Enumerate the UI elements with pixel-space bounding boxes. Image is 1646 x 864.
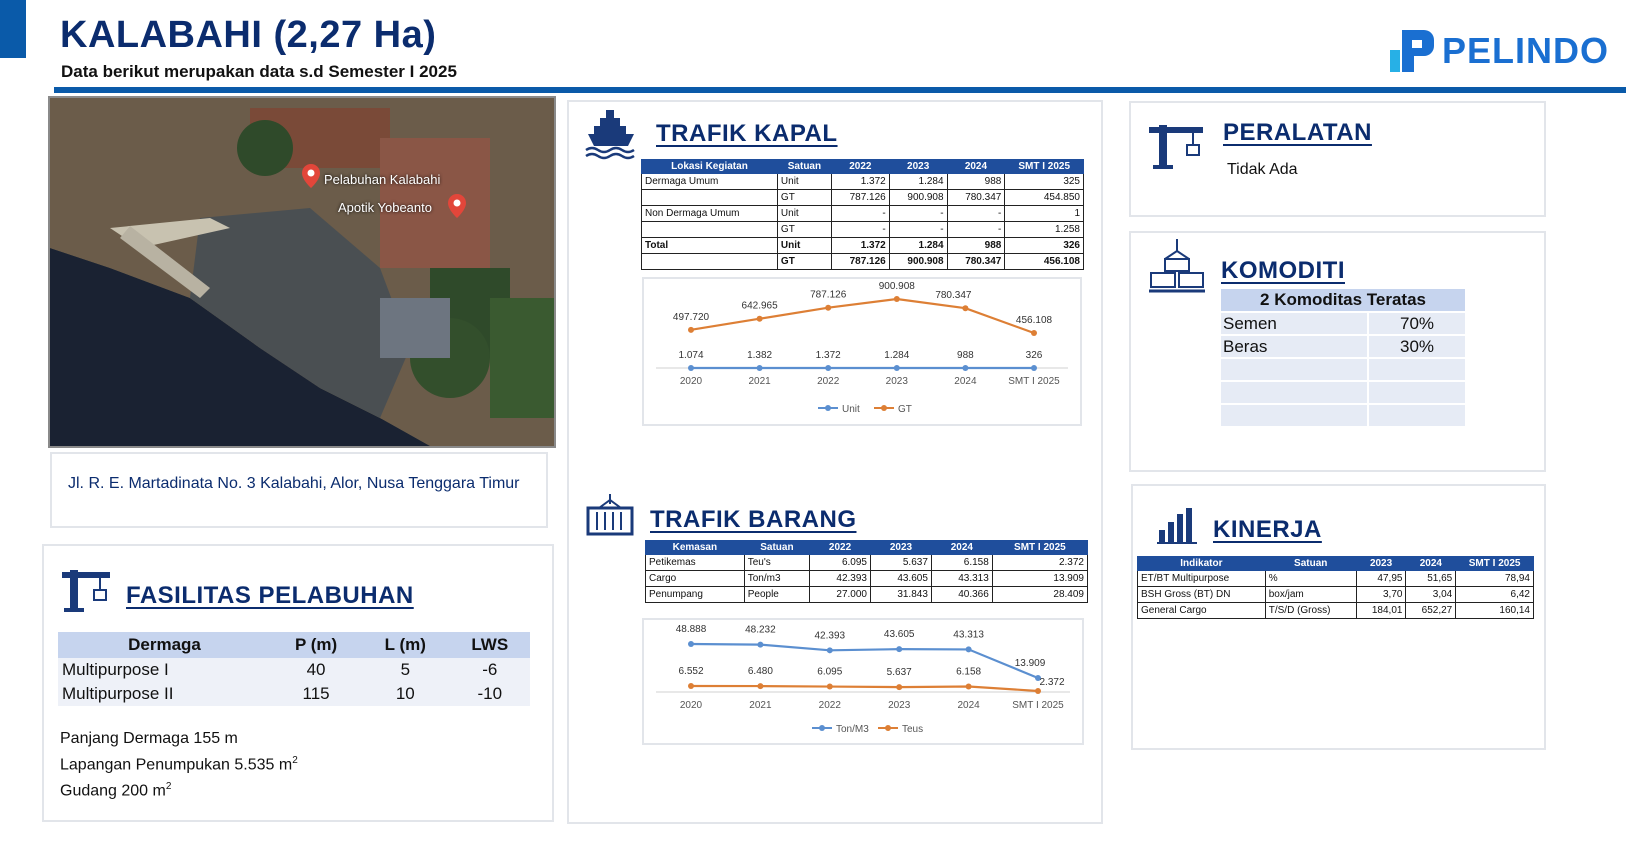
data-label: 988 — [957, 350, 974, 361]
table-row — [1221, 382, 1465, 403]
komoditi-header: 2 Komoditas Teratas — [1221, 289, 1465, 311]
legend-marker — [885, 725, 891, 731]
data-point — [827, 684, 833, 690]
trafik_barang-header: Satuan — [744, 541, 809, 555]
trafik-barang-table — [645, 540, 1088, 603]
legend-label: Unit — [842, 404, 860, 415]
trafik_barang-header: 2024 — [931, 541, 992, 555]
address-text: Jl. R. E. Martadinata No. 3 Kalabahi, Alor, Nusa Tenggara Timur — [68, 475, 520, 492]
trafik_barang-cell: 2.372 — [992, 555, 1087, 571]
table-row — [1138, 587, 1534, 603]
kinerja-cell: 652,27 — [1406, 603, 1456, 619]
table-row — [642, 222, 1084, 238]
trafik_kapal-header: Lokasi Kegiatan — [642, 160, 778, 174]
data-point — [827, 647, 833, 653]
port-map[interactable] — [48, 96, 556, 448]
trafik_kapal-cell: GT — [777, 254, 831, 270]
data-label: 6.480 — [747, 666, 773, 678]
trafik_kapal-cell — [642, 190, 778, 206]
trafik_barang-cell: 6.095 — [810, 555, 871, 571]
trafik_kapal-cell: 1 — [1005, 206, 1084, 222]
bar-chart-icon — [1157, 508, 1197, 544]
trafik_barang-cell: Cargo — [646, 571, 745, 587]
fasilitas-cell: -10 — [450, 682, 531, 706]
kinerja-header: Satuan — [1265, 557, 1356, 571]
header-accent-bar — [0, 0, 26, 58]
map-label-port: Pelabuhan Kalabahi — [324, 172, 441, 187]
kinerja-cell: BSH Gross (BT) DN — [1138, 587, 1266, 603]
kinerja-table — [1137, 556, 1534, 619]
legend-marker — [825, 405, 831, 411]
kinerja-cell: 3,04 — [1406, 587, 1456, 603]
kinerja-cell: 78,94 — [1456, 571, 1534, 587]
trafik_kapal-cell: 787.126 — [831, 254, 889, 270]
data-point — [896, 684, 902, 690]
data-label: 43.313 — [953, 629, 984, 641]
fasilitas-header: P (m) — [271, 632, 361, 658]
trafik_barang-cell: 27.000 — [810, 587, 871, 603]
gudang: Gudang 200 $m^2$ — [60, 781, 172, 800]
peralatan-value: Tidak Ada — [1227, 161, 1298, 178]
table-row — [642, 190, 1084, 206]
fasilitas-cell: Multipurpose II — [58, 682, 271, 706]
trafik_kapal-cell: 1.284 — [889, 174, 947, 190]
trafik_kapal-cell: - — [889, 206, 947, 222]
kinerja-cell: 6,42 — [1456, 587, 1534, 603]
data-label: 43.605 — [883, 629, 915, 641]
address-panel — [50, 452, 548, 528]
trafik_kapal-cell: 787.126 — [831, 190, 889, 206]
fasilitas-notes — [60, 728, 298, 803]
table-row — [646, 571, 1088, 587]
trafik_kapal-cell: - — [947, 222, 1005, 238]
trafik-kapal-chart — [642, 277, 1082, 426]
table-row — [642, 238, 1084, 254]
trafik-barang-title: TRAFIK BARANG — [650, 506, 857, 533]
header-rule — [54, 87, 1626, 93]
komoditi-cell — [1221, 382, 1367, 403]
fasilitas-cell: 10 — [361, 682, 449, 706]
table-row — [1138, 603, 1534, 619]
trafik_kapal-header: SMT I 2025 — [1005, 160, 1084, 174]
kinerja-cell: T/S/D (Gross) — [1265, 603, 1356, 619]
komoditi-cell — [1369, 359, 1465, 380]
kinerja-header: 2024 — [1406, 557, 1456, 571]
fasilitas-header: LWS — [450, 632, 531, 658]
kinerja-cell: 184,01 — [1356, 603, 1406, 619]
legend-label: Ton/M3 — [836, 724, 869, 735]
trafik_barang-cell: Penumpang — [646, 587, 745, 603]
data-point — [688, 327, 694, 333]
data-point — [757, 642, 763, 648]
fasilitas-header: L (m) — [361, 632, 449, 658]
x-tick-label: 2020 — [679, 376, 703, 387]
table-row — [1221, 313, 1465, 334]
trafik_kapal-cell: 1.284 — [889, 238, 947, 254]
data-point — [966, 646, 972, 652]
series-line-teus — [691, 686, 1038, 691]
trafik_kapal-cell: - — [947, 206, 1005, 222]
data-label: 1.372 — [815, 350, 841, 361]
trafik_barang-cell: 13.909 — [992, 571, 1087, 587]
trafik_kapal-cell: 900.908 — [889, 254, 947, 270]
page-subtitle: Data berikut merupakan data s.d Semester I 2025 — [61, 62, 457, 81]
trafik-kapal-chart-svg — [644, 279, 1080, 424]
legend-label: GT — [898, 404, 912, 415]
trafik_barang-cell: People — [744, 587, 809, 603]
table-row — [642, 206, 1084, 222]
legend-label: Teus — [902, 724, 924, 735]
trafik_kapal-cell: Non Dermaga Umum — [642, 206, 778, 222]
peralatan-panel — [1129, 101, 1546, 217]
kinerja-panel — [1131, 484, 1546, 750]
kinerja-header: Indikator — [1138, 557, 1266, 571]
data-label: 6.158 — [956, 666, 982, 678]
data-label: 1.074 — [678, 350, 704, 361]
data-point — [966, 683, 972, 689]
trafik_kapal-header: 2022 — [831, 160, 889, 174]
trafik_kapal-cell: Dermaga Umum — [642, 174, 778, 190]
cargo-crate-icon — [1149, 239, 1205, 295]
data-label: 456.108 — [1015, 315, 1053, 326]
data-label: 2.372 — [1039, 677, 1065, 688]
komoditi-table — [1219, 287, 1467, 428]
trafik_kapal-cell — [642, 254, 778, 270]
x-tick-label: 2020 — [679, 700, 703, 711]
x-tick-label: 2022 — [818, 700, 841, 711]
trafik_barang-cell: 31.843 — [871, 587, 932, 603]
kinerja-cell: ET/BT Multipurpose — [1138, 571, 1266, 587]
trafik_barang-cell: 28.409 — [992, 587, 1087, 603]
trafik_kapal-cell: 325 — [1005, 174, 1084, 190]
trafik_kapal-cell: 1.258 — [1005, 222, 1084, 238]
data-label: 13.909 — [1014, 658, 1046, 669]
trafik_barang-cell: 40.366 — [931, 587, 992, 603]
fasilitas-panel — [42, 544, 554, 822]
fasilitas-cell: Multipurpose I — [58, 658, 271, 682]
table-row — [642, 174, 1084, 190]
x-tick-label: SMT I 2025 — [1012, 700, 1064, 711]
kinerja-cell: box/jam — [1265, 587, 1356, 603]
kinerja-header: SMT I 2025 — [1456, 557, 1534, 571]
data-label: 6.095 — [817, 666, 843, 678]
data-point — [757, 683, 763, 689]
trafik_kapal-cell: Unit — [777, 238, 831, 254]
page-title: KALABAHI (2,27 Ha) — [60, 14, 437, 56]
table-row — [1221, 336, 1465, 357]
data-label: 1.284 — [884, 350, 910, 361]
trafik_kapal-header: 2023 — [889, 160, 947, 174]
table-row — [646, 555, 1088, 571]
trafik_barang-cell: 5.637 — [871, 555, 932, 571]
data-label: 42.393 — [814, 630, 846, 642]
table-row — [58, 658, 530, 682]
kinerja-cell: 47,95 — [1356, 571, 1406, 587]
table-row — [646, 587, 1088, 603]
pelindo-logo — [1388, 28, 1609, 74]
trafik_barang-cell: 6.158 — [931, 555, 992, 571]
fasilitas-cell: 5 — [361, 658, 449, 682]
data-point — [757, 316, 763, 322]
trafik_barang-cell: 43.313 — [931, 571, 992, 587]
data-point — [688, 683, 694, 689]
trafik_kapal-cell: Unit — [777, 206, 831, 222]
trafik_kapal-cell: 988 — [947, 238, 1005, 254]
komoditi-cell: Semen — [1221, 313, 1367, 334]
komoditi-cell — [1369, 405, 1465, 426]
trafik_kapal-cell — [642, 222, 778, 238]
data-label: 1.382 — [747, 350, 773, 361]
data-point — [825, 365, 831, 371]
series-line-ton-m3 — [691, 644, 1038, 678]
container-icon — [585, 492, 635, 538]
crane-icon — [1149, 119, 1205, 173]
x-tick-label: SMT I 2025 — [1008, 376, 1060, 387]
data-label: 48.232 — [745, 624, 776, 636]
data-point — [962, 365, 968, 371]
trafik_barang-cell: Ton/m3 — [744, 571, 809, 587]
trafik-barang-chart — [642, 618, 1084, 745]
peralatan-title: PERALATAN — [1223, 119, 1372, 146]
table-row — [1221, 359, 1465, 380]
trafik_kapal-cell: 780.347 — [947, 190, 1005, 206]
pelindo-logo-icon — [1388, 28, 1436, 74]
table-row — [58, 682, 530, 706]
table-row — [642, 254, 1084, 270]
trafik_kapal-header: Satuan — [777, 160, 831, 174]
trafik_barang-cell: 43.605 — [871, 571, 932, 587]
fasilitas-cell: 115 — [271, 682, 361, 706]
komoditi-cell: 30% — [1369, 336, 1465, 357]
data-point — [1031, 330, 1037, 336]
kinerja-cell: General Cargo — [1138, 603, 1266, 619]
trafik-kapal-title: TRAFIK KAPAL — [656, 120, 838, 147]
data-point — [688, 365, 694, 371]
map-label-apotik: Apotik Yobeanto — [338, 200, 432, 215]
trafik_kapal-cell: - — [831, 206, 889, 222]
data-label: 5.637 — [886, 667, 912, 679]
x-tick-label: 2023 — [885, 376, 908, 387]
logo-text: PELINDO — [1442, 30, 1610, 71]
kinerja-cell: 160,14 — [1456, 603, 1534, 619]
ship-icon — [584, 106, 638, 160]
trafik-barang-chart-svg — [644, 620, 1082, 743]
x-tick-label: 2023 — [888, 700, 911, 711]
x-tick-label: 2021 — [749, 700, 772, 711]
kinerja-cell: 3,70 — [1356, 587, 1406, 603]
data-point — [757, 365, 763, 371]
trafik_kapal-cell: 1.372 — [831, 174, 889, 190]
komoditi-panel — [1129, 231, 1546, 472]
fasilitas-cell: 40 — [271, 658, 361, 682]
trafik_barang-header: Kemasan — [646, 541, 745, 555]
x-tick-label: 2024 — [954, 376, 977, 387]
data-label: 497.720 — [672, 311, 710, 323]
data-point — [688, 641, 694, 647]
legend-marker — [819, 725, 825, 731]
panjang-dermaga: Panjang Dermaga 155 m — [60, 730, 238, 747]
table-row — [1138, 571, 1534, 587]
crane-icon — [60, 562, 112, 614]
x-tick-label: 2022 — [817, 376, 840, 387]
data-point — [1035, 688, 1041, 694]
trafik_kapal-header: 2024 — [947, 160, 1005, 174]
trafik_kapal-cell: 1.372 — [831, 238, 889, 254]
data-label: 780.347 — [935, 290, 972, 302]
komoditi-cell: 70% — [1369, 313, 1465, 334]
trafik_barang-header: SMT I 2025 — [992, 541, 1087, 555]
trafik_barang-header: 2022 — [810, 541, 871, 555]
data-label: 48.888 — [675, 624, 707, 635]
data-label: 6.552 — [678, 666, 704, 677]
map-pin-icon[interactable] — [448, 194, 466, 223]
data-label: 326 — [1025, 350, 1043, 361]
komoditi-cell — [1221, 359, 1367, 380]
data-label: 900.908 — [878, 281, 915, 292]
fasilitas-table — [58, 632, 530, 706]
trafik_barang-cell: 42.393 — [810, 571, 871, 587]
trafik_barang-header: 2023 — [871, 541, 932, 555]
data-point — [894, 365, 900, 371]
trafik_kapal-cell: 900.908 — [889, 190, 947, 206]
kinerja-header: 2023 — [1356, 557, 1406, 571]
data-point — [825, 305, 831, 311]
trafik-kapal-table — [641, 159, 1084, 270]
fasilitas-title: FASILITAS PELABUHAN — [126, 582, 414, 609]
trafik_kapal-cell: 988 — [947, 174, 1005, 190]
satellite-map-image — [50, 98, 554, 446]
trafik_kapal-cell: 456.108 — [1005, 254, 1084, 270]
data-point — [894, 296, 900, 302]
trafik_kapal-cell: 454.850 — [1005, 190, 1084, 206]
trafik_kapal-cell: - — [889, 222, 947, 238]
trafik_barang-cell: Teu's — [744, 555, 809, 571]
komoditi-cell — [1369, 382, 1465, 403]
trafik_barang-cell: Petikemas — [646, 555, 745, 571]
data-point — [896, 646, 902, 652]
trafik_kapal-cell: Unit — [777, 174, 831, 190]
komoditi-cell: Beras — [1221, 336, 1367, 357]
data-point — [1031, 365, 1037, 371]
map-pin-icon[interactable] — [302, 164, 320, 193]
fasilitas-cell: -6 — [450, 658, 531, 682]
x-tick-label: 2021 — [748, 376, 771, 387]
table-row — [1221, 405, 1465, 426]
data-label: 787.126 — [810, 289, 847, 301]
trafik_kapal-cell: GT — [777, 222, 831, 238]
trafik_kapal-cell: 326 — [1005, 238, 1084, 254]
data-point — [962, 305, 968, 311]
kinerja-cell: % — [1265, 571, 1356, 587]
data-label: 642.965 — [741, 300, 778, 312]
komoditi-cell — [1221, 405, 1367, 426]
trafik_kapal-cell: 780.347 — [947, 254, 1005, 270]
trafik_kapal-cell: GT — [777, 190, 831, 206]
kinerja-title: KINERJA — [1213, 516, 1322, 543]
fasilitas-header: Dermaga — [58, 632, 271, 658]
trafik_kapal-cell: - — [831, 222, 889, 238]
legend-marker — [881, 405, 887, 411]
trafik_kapal-cell: Total — [642, 238, 778, 254]
komoditi-title: KOMODITI — [1221, 257, 1345, 284]
kinerja-cell: 51,65 — [1406, 571, 1456, 587]
lapangan-penumpukan: Lapangan Penumpukan 5.535 $m^2$ — [60, 755, 298, 774]
x-tick-label: 2024 — [957, 700, 980, 711]
